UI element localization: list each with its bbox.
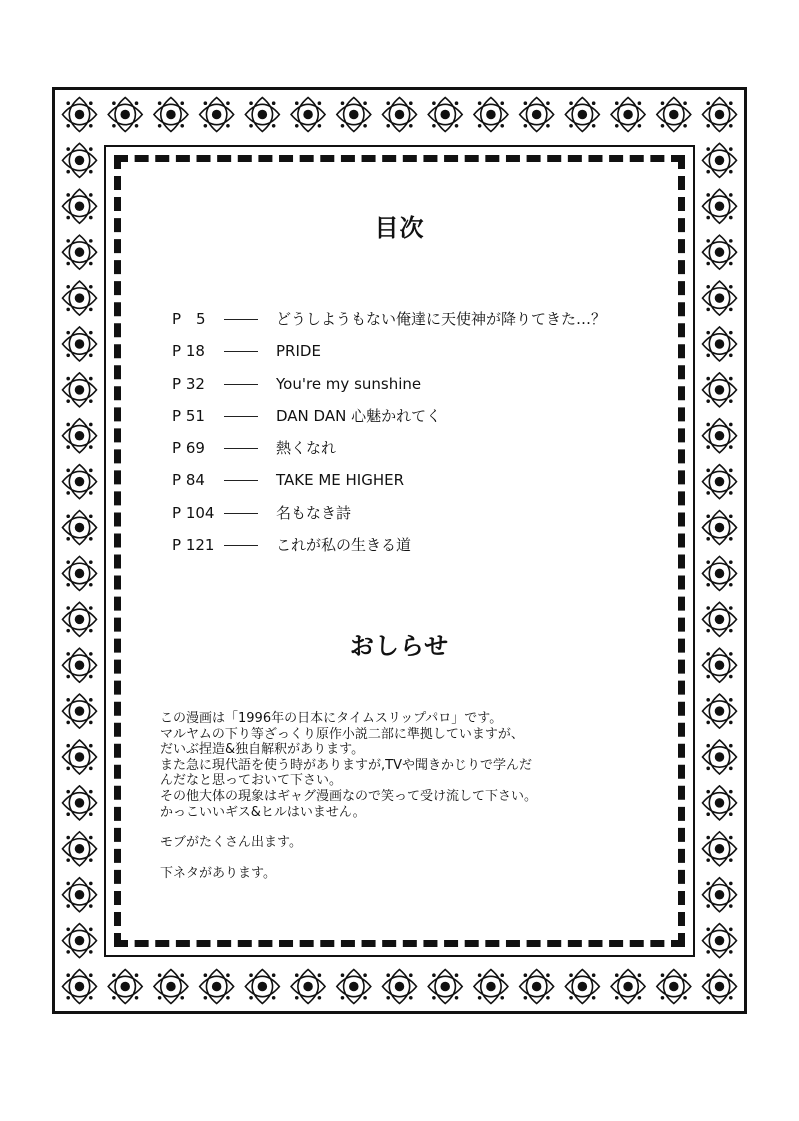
toc-dash	[224, 384, 258, 385]
notice-line: だいぶ捏造&独自解釈があります。	[160, 742, 365, 758]
toc-dash	[224, 480, 258, 481]
toc-chapter-title: DAN DAN 心魅かれてく	[276, 406, 442, 425]
toc-chapter-title: どうしようもない俺達に天使神が降りてきた…？	[276, 310, 607, 328]
toc-page-number: P 18	[172, 342, 205, 361]
notice-line-shimoneta: 下ネタがあります。	[160, 865, 276, 881]
toc-item	[172, 403, 652, 435]
toc-item	[172, 532, 652, 564]
toc-item	[172, 371, 652, 403]
toc-item	[172, 338, 652, 370]
toc-page-number: P 5	[172, 310, 206, 328]
toc-page-number: P 104	[172, 503, 215, 522]
toc-dash	[224, 416, 258, 417]
toc-item	[172, 435, 652, 467]
toc-chapter-title: PRIDE	[276, 342, 321, 361]
notice-line: その他大体の現象はギャグ漫画なので笑って受け流して下さい。	[160, 788, 538, 804]
toc-chapter-title: 名もなき詩	[276, 503, 352, 522]
toc-page-number: P 32	[172, 374, 205, 393]
notice-body	[160, 711, 660, 881]
toc-item	[172, 500, 652, 532]
notice-heading: おしらせ	[349, 632, 450, 660]
toc-dash	[224, 448, 258, 449]
notice-line: かっこいいギス&ヒルはいません。	[160, 804, 366, 820]
toc-list	[172, 306, 652, 564]
toc-page-number: P 69	[172, 439, 205, 458]
toc-dash	[224, 351, 258, 352]
notice-line: んだなと思っておいて下さい。	[160, 773, 343, 789]
notice-line: また急に現代語を使う時がありますが,TVや聞きかじりで学んだ	[160, 757, 532, 773]
toc-item	[172, 467, 652, 499]
toc-heading: 目次	[374, 214, 425, 242]
toc-page-number: P 121	[172, 536, 215, 555]
toc-dash	[224, 319, 258, 320]
notice-line: マルヤムの下り等ざっくり原作小説二部に準拠していますが、	[160, 726, 524, 742]
toc-chapter-title: You're my sunshine	[276, 374, 422, 393]
toc-item	[172, 306, 652, 338]
notice-line: この漫画は「1996年の日本にタイムスリップパロ」です。	[160, 711, 503, 726]
toc-page-number: P 84	[172, 471, 205, 490]
toc-page-number: P 51	[172, 406, 205, 425]
toc-dash	[224, 545, 258, 546]
toc-chapter-title: TAKE ME HIGHER	[276, 471, 405, 490]
notice-line-mob: モブがたくさん出ます。	[160, 835, 302, 851]
toc-chapter-title: 熱くなれ	[276, 439, 337, 458]
toc-chapter-title: これが私の生きる道	[276, 536, 412, 555]
toc-dash	[224, 513, 258, 514]
